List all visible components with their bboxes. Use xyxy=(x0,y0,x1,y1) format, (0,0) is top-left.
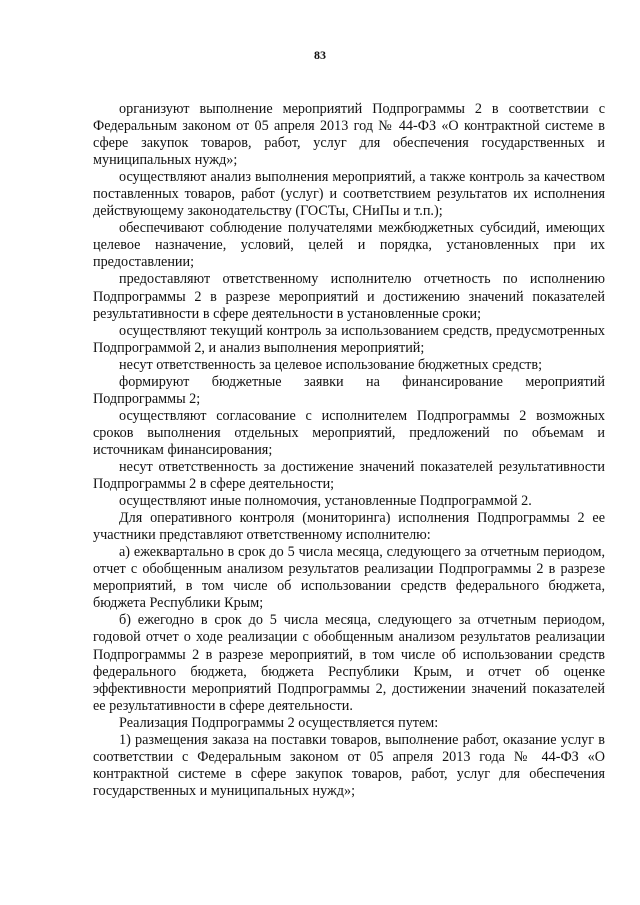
paragraph-other-powers: осуществляют иные полномочия, установленные Подпрограммой 2. xyxy=(119,493,532,510)
paragraph-reporting: предоставляют ответственному исполнителю отчетность по исполнению Подпрограммы 2 в разрезе мероприятий и достижению значений показателей результативности в сфере деятельности в установленные сроки; xyxy=(93,271,605,322)
paragraph-subsidy-compliance: обеспечивают соблюдение получателями межбюджетных субсидий, имеющих целевое назначение, условий, целей и порядка, установленных при их предоставлении; xyxy=(93,220,605,271)
paragraph-implementation-means: Реализация Подпрограммы 2 осуществляется путем: xyxy=(119,714,439,731)
paragraph-coordination: осуществляют согласование с исполнителем Подпрограммы 2 возможных сроков выполнения отдельных мероприятий, предложений по объемам и источникам финансирования; xyxy=(93,407,605,458)
paragraph-current-control: осуществляют текущий контроль за использованием средств, предусмотренных Подпрограммой 2, и анализ выполнения мероприятий; xyxy=(93,322,605,356)
paragraph-monitoring-intro: Для оперативного контроля (мониторинга) исполнения Подпрограммы 2 ее участники представляют ответственному исполнителю: xyxy=(93,510,605,544)
paragraph-organize-implementation: организуют выполнение мероприятий Подпрограммы 2 в соответствии с Федеральным законом от 05 апреля 2013 год № 44-ФЗ «О контрактной системе в сфере закупок товаров, работ, услуг для обеспечения государственных и муниципальных нужд»; xyxy=(93,101,605,169)
paragraph-results-responsibility: несут ответственность за достижение значений показателей результативности Подпрограммы 2 в сфере деятельности; xyxy=(93,458,605,493)
paragraph-analysis-control: осуществляют анализ выполнения мероприятий, а также контроль за качеством поставленных товаров, работ (услуг) и соответствием результатов их исполнения действующему законодательству (ГОСТы, СНиПы и т.п.); xyxy=(93,169,605,220)
document-body xyxy=(93,101,605,800)
page-number: 83 xyxy=(314,48,326,62)
paragraph-procurement: 1) размещения заказа на поставки товаров, выполнение работ, оказание услуг в соответствии с Федеральным законом от 05 апреля 2013 года № 44-ФЗ «О контрактной системе в сфере закупок товаров, работ, услуг для обеспечения государственных и муниципальных нужд»; xyxy=(93,731,605,799)
paragraph-budget-responsibility: несут ответственность за целевое использование бюджетных средств; xyxy=(119,356,543,373)
paragraph-annual-report: б) ежегодно в срок до 5 числа месяца, следующего за отчетным периодом, годовой отчет о ходе реализации с обобщенным анализом результатов реализации Подпрограммы 2 в разрезе мероприятий, в том числе об использовании средств федерального бюджета, бюджета Республики Крым, и отчет об оценке эффективности мероприятий Подпрограммы 2, достижении значений показателей ее результативности в сфере деятельности. xyxy=(93,612,605,714)
paragraph-quarterly-report: а) ежеквартально в срок до 5 числа месяца, следующего за отчетным периодом, отчет с обобщенным анализом результатов реализации Подпрограммы 2 в разрезе мероприятий, в том числе об использовании средств федерального бюджета, бюджета Республики Крым; xyxy=(93,544,605,612)
paragraph-budget-requests: формируют бюджетные заявки на финансирование мероприятий Подпрограммы 2; xyxy=(93,373,605,407)
